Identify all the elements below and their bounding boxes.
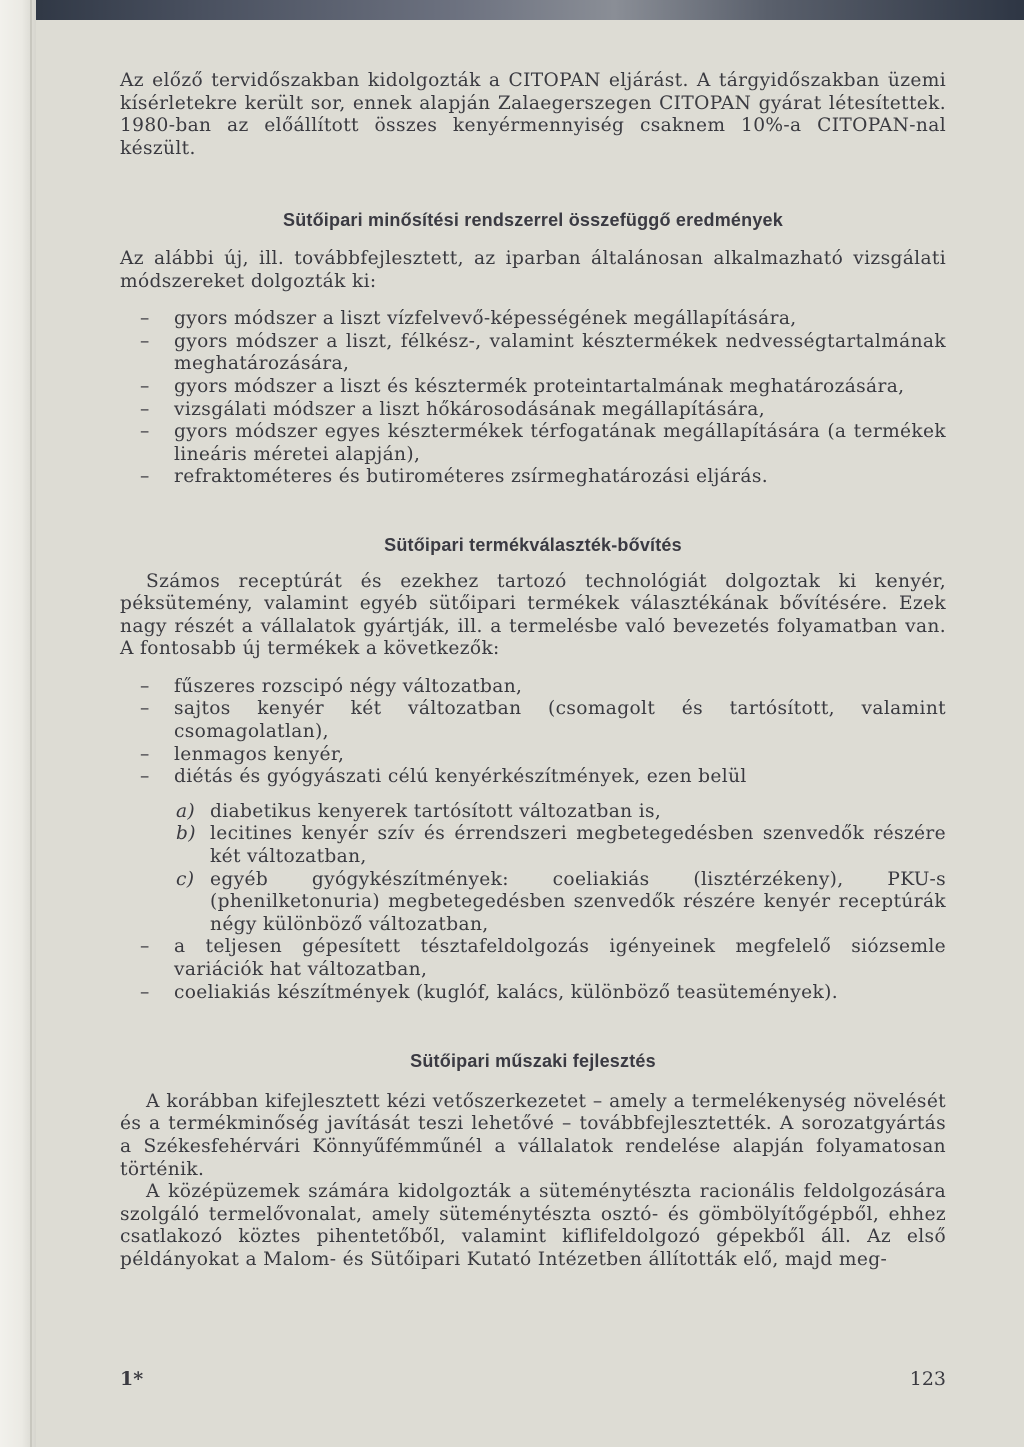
signature-mark: 1*	[120, 1368, 144, 1390]
scan-top-band	[0, 0, 1024, 20]
page-footer	[120, 1368, 946, 1394]
dash-mark: –	[140, 330, 150, 352]
list-item: – lenmagos kenyér,	[140, 743, 345, 765]
section-heading-qualification: Sütőipari minősítési rendszerrel összefüggő eredmények	[283, 210, 783, 231]
list-item: – gyors módszer a liszt, félkész-, valamint késztermékek nedvességtartalmának meghatározására,	[140, 330, 946, 375]
list-item: – sajtos kenyér két változatban (csomagolt és tartósított, valamint csomagolatlan),	[140, 698, 946, 743]
list-item: – fűszeres rozscipó négy változatban,	[140, 675, 523, 697]
section3-paragraph-2: A középüzemek számára kidolgozták a süteménytészta racionális feldolgozására szolgáló termelővonalat, amely süteménytészta osztó- és gömbölyítőgépből, ehhez csatlakozó köztes pihentetőből, valamint kiflifeldolgozó gépekből áll. Az első példányokat a Malom- és Sütőipari Kutató Intézetben állították elő, majd meg-	[120, 1181, 946, 1270]
sublist-item: b) lecitines kenyér szív és érrendszeri megbetegedésben szenvedők részére két változatban,	[176, 823, 946, 868]
dash-mark: –	[140, 398, 150, 420]
dash-mark: –	[140, 936, 150, 958]
section-heading-technical-development: Sütőipari műszaki fejlesztés	[410, 1051, 656, 1072]
dash-mark: –	[140, 766, 150, 788]
dash-mark: –	[140, 743, 150, 765]
dash-mark: –	[140, 698, 150, 720]
scan-left-margin	[0, 0, 36, 1447]
list-item: – vizsgálati módszer a liszt hőkárosodásának megállapítására,	[140, 398, 765, 420]
sublist-marker: a)	[176, 800, 196, 822]
sublist-marker: b)	[176, 823, 196, 845]
sublist-item: c) egyéb gyógykészítmények: coeliakiás (lisztérzékeny), PKU-s (phenilketonuria) megbetegedésben szenvedők részére kenyér receptúrák négy különböző változatban,	[176, 868, 946, 935]
list-item: – refraktométeres és butirométeres zsírmeghatározási eljárás.	[140, 466, 768, 488]
product-list-continued	[120, 936, 946, 1004]
list-item: – gyors módszer a liszt és késztermék proteintartalmának meghatározására,	[140, 375, 905, 397]
intro-paragraph: Az előző tervidőszakban kidolgozták a CITOPAN eljárást. A tárgyidőszakban üzemi kísérletekre került sor, ennek alapján Zalaegerszegen CITOPAN gyárat létesítettek. 1980-ban az előállított összes kenyérmennyiség csaknem 10%-a CITOPAN-nal készült.	[120, 70, 946, 159]
list-item: – coeliakiás készítmények (kuglóf, kalács, különböző teasütemények).	[140, 981, 838, 1003]
list-item: – diétás és gyógyászati célú kenyérkészítmények, ezen belül	[140, 766, 747, 788]
dash-mark: –	[140, 466, 150, 488]
section3-paragraph-1: A korábban kifejlesztett kézi vetőszerkezetet – amely a termelékenység növelését és a termékminőség javítását teszi lehetővé – továbbfejlesztették. A sorozatgyártás a Székesfehérvári Könnyűfémműnél a vállalatok rendelése alapján folyamatosan történik.	[120, 1090, 946, 1180]
list-item: – gyors módszer egyes késztermékek térfogatának megállapítására (a termékek lineáris méretei alapján),	[140, 421, 946, 465]
sublist-marker: c)	[176, 868, 195, 890]
page-number: 123	[909, 1368, 946, 1390]
section2-lead: Számos receptúrát és ezekhez tartozó technológiát dolgoztak ki kenyér, péksütemény, valamint egyéb sütőipari termékek választékának bővítésére. Ezek nagy részét a vállalatok gyártják, ill. a termelésbe való bevezetés folyamatban van. A fontosabb új termékek a következők:	[120, 570, 946, 660]
product-list	[120, 676, 946, 789]
page-body	[120, 70, 946, 1272]
list-item: – a teljesen gépesített tésztafeldolgozás igényeinek megfelelő siózsemle variációk hat változatban,	[140, 936, 946, 980]
dash-mark: –	[140, 308, 150, 330]
dietary-sublist	[120, 801, 946, 937]
method-list	[120, 308, 946, 489]
dash-mark: –	[140, 981, 150, 1003]
section1-lead: Az alábbi új, ill. továbbfejlesztett, az iparban általánosan alkalmazható vizsgálati módszereket dolgozták ki:	[120, 247, 946, 292]
section-heading-product-range: Sütőipari termékválaszték-bővítés	[384, 534, 682, 555]
list-item: – gyors módszer a liszt vízfelvevő-képességének megállapítására,	[140, 308, 797, 330]
sublist-item: a) diabetikus kenyerek tartósított változatban is,	[176, 800, 662, 822]
dash-mark: –	[140, 421, 150, 443]
dash-mark: –	[140, 375, 150, 397]
dash-mark: –	[140, 675, 150, 697]
